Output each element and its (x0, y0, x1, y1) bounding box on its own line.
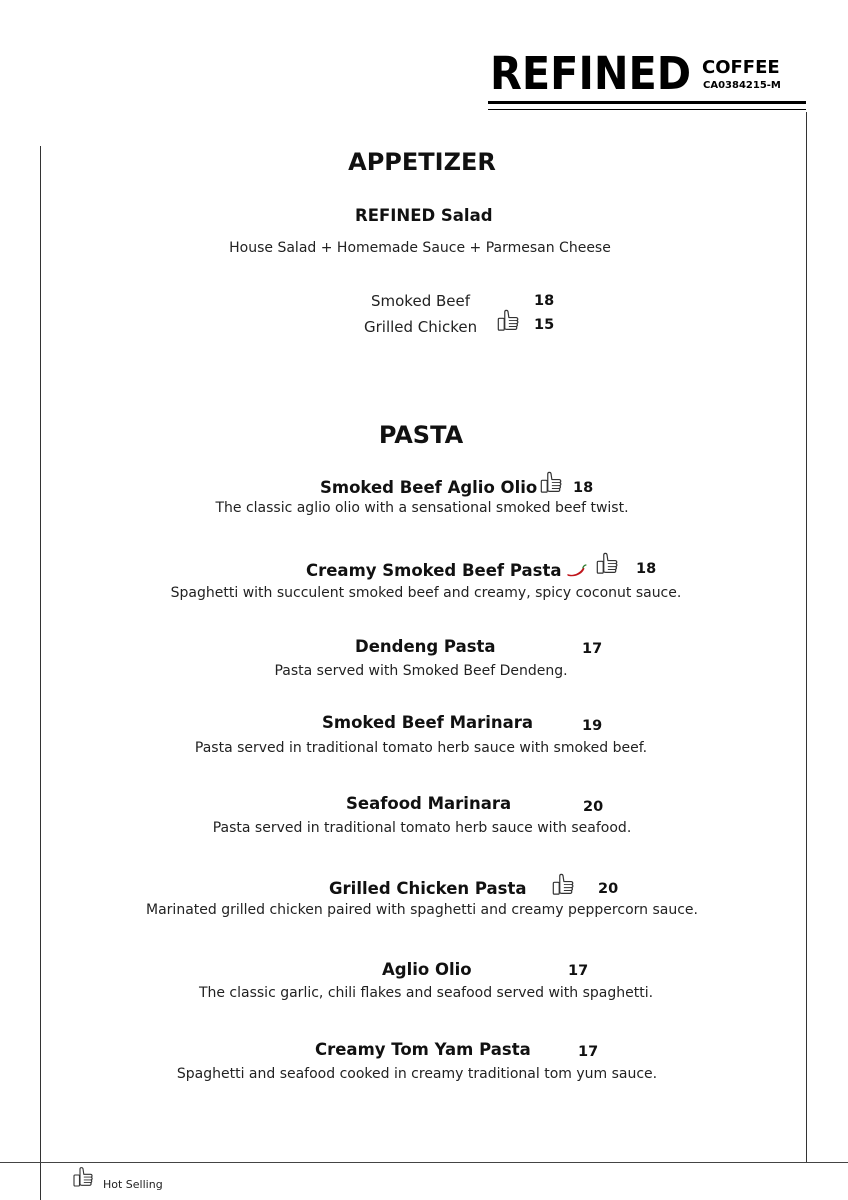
legend-hot-selling-label: Hot Selling (103, 1178, 163, 1191)
menu-code: CA0384215-M (703, 80, 781, 91)
thumbs-up-icon (538, 469, 564, 497)
menu-item-name: Smoked Beef Marinara (322, 713, 534, 732)
menu-item-description: The classic garlic, chili flakes and seafood served with spaghetti. (198, 985, 654, 1001)
menu-item-name: Aglio Olio (382, 960, 472, 979)
header-rule-thick (488, 101, 806, 104)
thumbs-up-icon (71, 1164, 95, 1191)
menu-item-description: Pasta served with Smoked Beef Dendeng. (274, 663, 568, 679)
menu-item-description: Marinated grilled chicken paired with spaghetti and creamy peppercorn sauce. (146, 902, 698, 918)
salad-option-name: Grilled Chicken (364, 318, 478, 336)
menu-item-price: 18 (573, 480, 594, 496)
menu-item-description: The classic aglio olio with a sensational smoked beef twist. (215, 500, 629, 516)
section-title-appetizer: APPETIZER (348, 148, 496, 176)
menu-item-name-refined-salad: REFINED Salad (355, 206, 493, 225)
menu-item-name: Creamy Tom Yam Pasta (315, 1040, 531, 1059)
menu-item-description-refined-salad: House Salad + Homemade Sauce + Parmesan Cheese (229, 240, 611, 256)
menu-item-name: Creamy Smoked Beef Pasta (306, 561, 562, 580)
menu-item-description: Spaghetti and seafood cooked in creamy traditional tom yum sauce. (176, 1066, 658, 1082)
menu-item-price: 20 (583, 799, 604, 815)
menu-item-name: Seafood Marinara (346, 794, 512, 813)
menu-item-description: Pasta served in traditional tomato herb sauce with seafood. (212, 820, 632, 836)
thumbs-up-icon (594, 550, 620, 578)
brand-subtitle: COFFEE (702, 57, 780, 78)
menu-item-price: 17 (582, 641, 603, 657)
menu-item-price: 19 (582, 718, 603, 734)
menu-item-description: Spaghetti with succulent smoked beef and creamy, spicy coconut sauce. (170, 585, 682, 601)
menu-item-name: Smoked Beef Aglio Olio (320, 478, 538, 497)
menu-item-price: 17 (578, 1044, 599, 1060)
salad-option-price: 15 (534, 317, 555, 333)
section-title-pasta: PASTA (378, 421, 464, 449)
thumbs-up-icon (495, 307, 521, 335)
salad-option-price: 18 (534, 293, 555, 309)
menu-item-description: Pasta served in traditional tomato herb sauce with smoked beef. (194, 740, 648, 756)
menu-item-price: 17 (568, 963, 589, 979)
menu-item-name: Dendeng Pasta (355, 637, 496, 656)
footer-rule (0, 1162, 848, 1163)
menu-item-price: 20 (598, 881, 619, 897)
brand-logo-text: REFINED (490, 47, 692, 100)
page-border-right (806, 112, 807, 1162)
menu-item-price: 18 (636, 561, 657, 577)
header-rule-thin (488, 109, 806, 110)
menu-item-name: Grilled Chicken Pasta (329, 879, 527, 898)
chili-pepper-icon (565, 563, 587, 578)
thumbs-up-icon (550, 871, 576, 899)
salad-option-name: Smoked Beef (371, 292, 471, 310)
